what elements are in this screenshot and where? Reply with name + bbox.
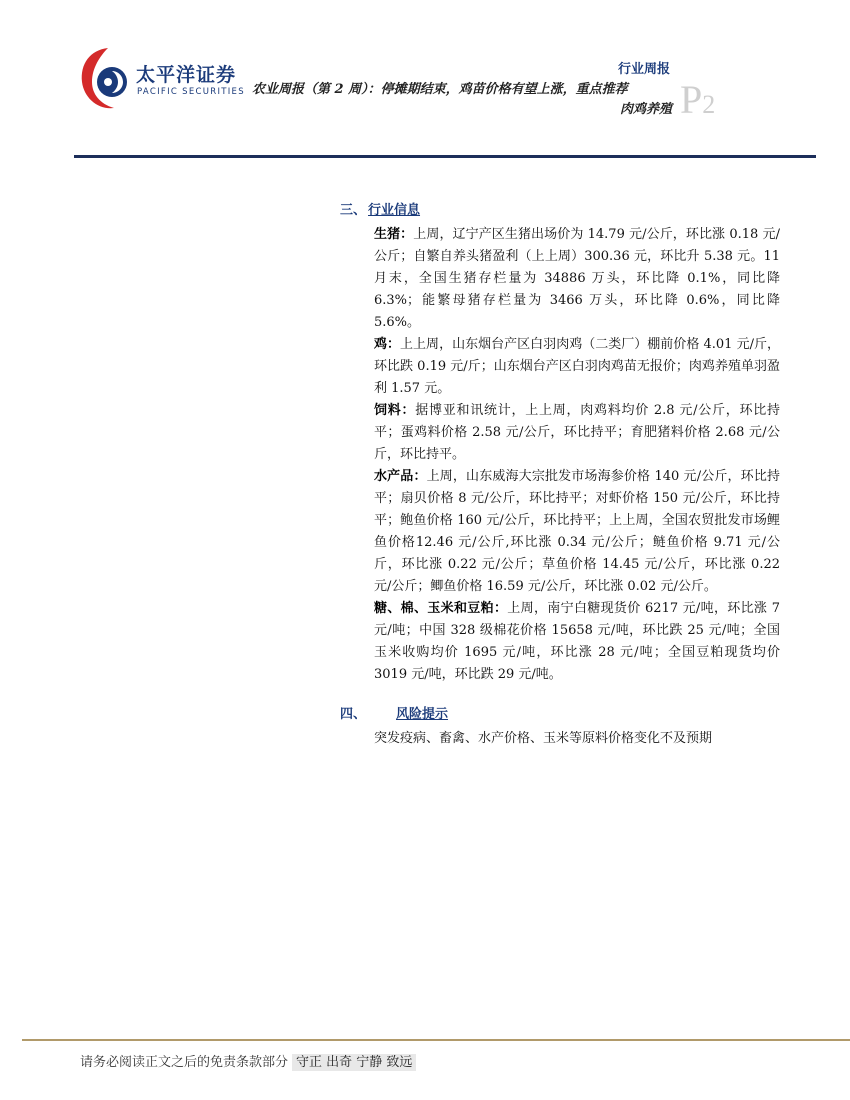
paragraph-label: 水产品： [374,469,427,484]
paragraph-text: 上周，山东威海大宗批发市场海参价格 140 元/公斤，环比持平；扇贝价格 8 元/公斤，环比持平；对虾价格 150 元/公斤，环比持平；鲍鱼价格 160 元/公斤，环比持平；上上周，全国农贸批发市场鲤鱼价格12.46 元/公斤,环比涨 0.34 元/公斤；鲢鱼价格 9.71 元/公斤，环比涨 0.22 元/公斤；草鱼价格 14.45 元/公斤，环比涨 0.22 元/公斤；鲫鱼价格 16.59 元/公斤，环比涨 0.02 元/公斤。 [374,469,780,594]
report-title [252,80,672,120]
report-type-label: 行业周报 [617,62,670,77]
page-digit: 2 [702,90,716,119]
paragraph-hogs [374,224,780,334]
section-risk-warning [340,704,780,750]
logo-chinese-name: 太平洋证券 [136,64,237,86]
paragraph-label: 糖、棉、玉米和豆粕： [374,601,508,616]
paragraph-label: 鸡： [374,337,401,352]
footer-motto: 守正 出奇 宁静 致远 [292,1054,416,1071]
section-title: 行业信息 [368,203,421,218]
section-heading [340,200,780,222]
paragraph-label: 生猪： [374,227,414,242]
paragraph-text: 上周，辽宁产区生猪出场价为 14.79 元/公斤，环比涨 0.18 元/公斤；自繁自养头猪盈利（上上周）300.36 元，环比升 5.38 元。11 月末，全国生猪存栏量为 34886 万头，环比降 0.1%，同比降 6.3%；能繁母猪存栏量为 3466 万头，环比降 0.6%，同比降 5.6%。 [374,227,780,330]
section-heading [340,704,780,726]
section-industry-info [340,200,780,686]
page-number [680,77,716,125]
paragraph-label: 饲料： [374,403,416,418]
page-letter: P [680,77,703,122]
paragraph-text: 上周，南宁白糖现货价 6217 元/吨，环比涨 7 元/吨；中国 328 级棉花价格 15658 元/吨，环比跌 25 元/吨；全国玉米收购均价 1695 元/吨，环比涨 28 元/吨；全国豆粕现货均价 3019 元/吨，环比跌 29 元/吨。 [374,601,780,682]
page-header [0,0,850,160]
header-divider [74,155,816,158]
report-title-line1: 农业周报（第 2 周）：停摊期结束，鸡苗价格有望上涨，重点推荐 [252,82,628,97]
paragraph-text: 上上周，山东烟台产区白羽肉鸡（二类厂）棚前价格 4.01 元/斤，环比跌 0.19 元/斤；山东烟台产区白羽肉鸡苗无报价；肉鸡养殖单羽盈利 1.57 元。 [374,337,780,396]
section-title: 风险提示 [396,707,449,722]
company-logo [78,44,248,116]
logo-english-name: PACIFIC SECURITIES [137,87,245,97]
footer-disclaimer: 请务必阅读正文之后的免责条款部分 [80,1055,289,1070]
section-number: 三、 [340,203,367,218]
section-number: 四、 [340,707,367,722]
paragraph-chicken [374,334,780,400]
footer-divider [22,1039,850,1041]
pacific-securities-logo-icon [78,44,138,114]
paragraph-feed [374,400,780,466]
main-content [340,200,780,750]
page-footer [80,1051,416,1070]
report-title-line2: 肉鸡养殖 [619,102,672,117]
paragraph-commodities [374,598,780,686]
paragraph-text: 据博亚和讯统计，上上周，肉鸡料均价 2.8 元/公斤，环比持平；蛋鸡料价格 2.58 元/公斤，环比持平；育肥猪料价格 2.68 元/公斤，环比持平。 [374,403,780,462]
paragraph-aquatic [374,466,780,598]
risk-text: 突发疫病、畜禽、水产价格、玉米等原料价格变化不及预期 [374,731,713,746]
